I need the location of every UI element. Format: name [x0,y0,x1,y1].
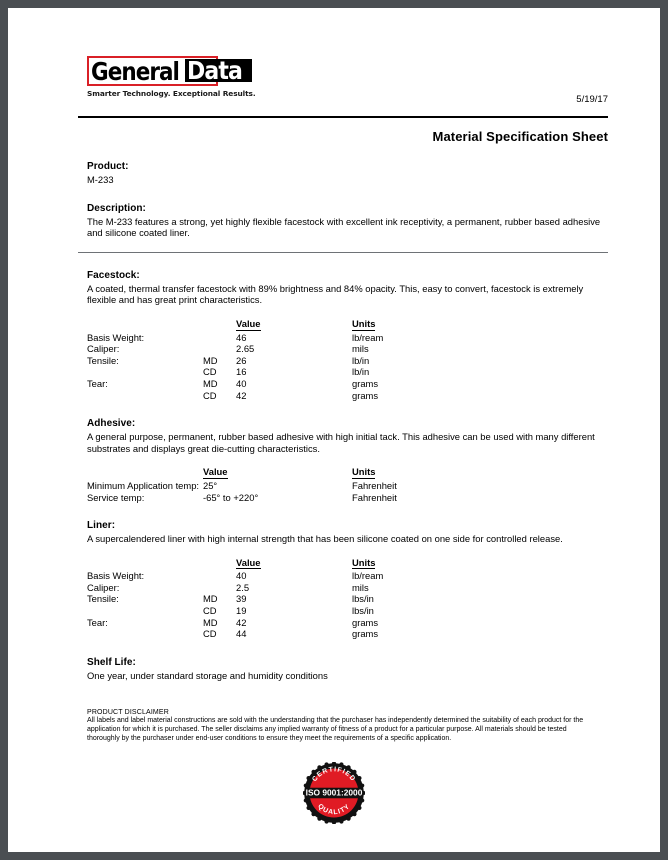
col-label-header [87,318,203,332]
row-direction: CD [203,605,217,617]
row-value: 44 [236,628,247,640]
liner-value-header-text: Value [236,556,261,568]
row-direction: MD [203,616,218,628]
table-row [87,617,452,629]
row-value: 40 [236,377,247,389]
table-row [87,605,452,617]
row-label [87,628,203,640]
liner-heading: Liner: [87,520,116,532]
row-label [87,390,203,402]
table-row [87,366,452,378]
table-header-row [87,318,452,332]
header-divider [78,116,608,118]
row-value: 19 [236,605,247,617]
row-label: Caliper: [87,343,120,355]
description-divider [78,252,608,253]
row-units: mils [352,343,369,355]
table-header-row [87,466,452,480]
adhesive-heading: Adhesive: [87,418,136,430]
section-liner [78,520,608,640]
row-units: grams [352,389,379,401]
row-value: 40 [236,570,247,582]
logo-data-block [185,55,251,85]
table-row [87,492,452,504]
row-label: Tear: [87,616,108,628]
logo-tagline: Smarter Technology. Exceptional Results. [87,89,256,98]
row-value: 26 [236,354,247,366]
section-disclaimer [78,709,587,743]
col-direction-header [203,557,236,571]
table-row [87,343,452,355]
disclaimer-body: All labels and label material constructions are sold with the understanding that the purchaser has independently determined the suitability of each product for the application for which it is purchased. The seller disclaims any implied warranty of fitness of a product for a particular purpose. All materials should be tested thoroughly by the purchaser under end-user conditions to ensure they meet the requirements of a specific application. [87,717,584,742]
liner-body: A supercalendered liner with high internal strength that has been silicone coated on one side for controlled release. [87,533,563,545]
col-label-header [87,466,203,480]
section-adhesive [78,418,608,503]
row-direction: MD [203,354,218,366]
row-units: grams [352,377,379,389]
row-value: 2.5 [236,581,250,593]
col-units-header [352,466,452,480]
liner-table [87,557,452,640]
liner-units-header-text: Units [352,556,376,568]
row-units: lbs/in [352,605,374,617]
row-label [87,605,203,617]
section-facestock [78,270,608,401]
description-body: The M-233 features a strong, yet highly flexible facestock with excellent ink receptivity, a permanent, rubber based adhesive and silicone coated liner. [87,215,601,239]
table-row [87,582,452,594]
document-page [8,8,660,852]
row-label [87,366,203,378]
table-row [87,593,452,605]
row-direction: MD [203,593,218,605]
adhesive-units-header-text: Units [352,466,376,478]
facestock-units-header-text: Units [352,317,376,329]
adhesive-value-header-text: Value [203,466,228,478]
table-header-row [87,557,452,571]
col-units-header [352,318,452,332]
iso-seal-bottom-text: QUALITY [316,803,352,817]
row-units: grams [352,616,379,628]
table-row [87,355,452,367]
row-value: 39 [236,593,247,605]
logo-word-data: Data [187,55,243,85]
row-units: Fahrenheit [352,491,397,503]
company-logo [87,55,256,98]
description-heading: Description: [87,202,146,214]
table-row [87,570,452,582]
facestock-heading: Facestock: [87,269,140,281]
row-units: Fahrenheit [352,479,397,491]
product-heading: Product: [87,161,129,172]
row-label: Tensile: [87,354,119,366]
row-label: Minimum Application temp: [87,479,200,491]
shelf-life-heading: Shelf Life: [87,656,136,668]
row-value: 25° [203,479,218,491]
row-label: Tear: [87,377,108,389]
iso-seal-center-text: ISO 9001:2000 [305,787,363,798]
row-value: 16 [236,366,247,378]
adhesive-table [87,466,452,503]
row-label: Basis Weight: [87,331,145,343]
row-direction [203,332,236,344]
row-value: -65° to +220° [203,491,259,503]
page-title: Material Specification Sheet [432,129,608,144]
section-product [78,161,608,186]
row-value: 46 [236,331,247,343]
row-units: mils [352,581,369,593]
row-direction: MD [203,377,218,389]
table-row [87,480,452,492]
row-direction [203,570,236,582]
document-date: 5/19/17 [576,94,608,105]
row-direction [203,582,236,594]
document-content [78,52,608,824]
row-label: Service temp: [87,491,145,503]
row-direction: CD [203,628,217,640]
iso-9001-certified-seal-icon [303,762,365,824]
row-units: lbs/in [352,593,374,605]
col-value-header [203,466,352,480]
iso-seal-container [78,762,608,824]
adhesive-body: A general purpose, permanent, rubber based adhesive with high initial tack. This adhesive can be used with many different substrates and displays great die-cutting characteristics. [87,431,595,454]
product-value: M-233 [87,174,114,185]
iso-seal-top-text: CERTIFIED [311,766,357,784]
row-label: Tensile: [87,593,119,605]
row-direction [203,343,236,355]
disclaimer-title: PRODUCT DISCLAIMER [87,709,169,717]
document-header [78,52,608,114]
facestock-table [87,318,452,401]
row-units: grams [352,628,379,640]
table-row [87,332,452,344]
logo-box [87,55,243,86]
row-units: lb/in [352,354,370,366]
row-label: Basis Weight: [87,570,145,582]
table-row [87,378,452,390]
logo-word-general: General [91,57,179,86]
row-direction: CD [203,366,217,378]
row-units: lb/in [352,366,370,378]
facestock-body: A coated, thermal transfer facestock with 89% brightness and 84% opacity. This, easy to convert, facestock is extremely flexible and has great print characteristics. [87,282,584,306]
row-label: Caliper: [87,581,120,593]
section-description [78,203,608,239]
row-units: lb/ream [352,331,384,343]
table-row [87,390,452,402]
row-value: 2.65 [236,343,255,355]
facestock-value-header-text: Value [236,317,261,329]
row-units: lb/ream [352,570,384,582]
col-value-header [236,557,352,571]
table-row [87,628,452,640]
section-shelf-life [78,657,608,682]
col-units-header [352,557,452,571]
col-value-header [236,318,352,332]
col-direction-header [203,318,236,332]
row-value: 42 [236,616,247,628]
row-direction: CD [203,389,217,401]
shelf-life-body: One year, under standard storage and humidity conditions [87,669,328,681]
col-label-header [87,557,203,571]
row-value: 42 [236,389,247,401]
